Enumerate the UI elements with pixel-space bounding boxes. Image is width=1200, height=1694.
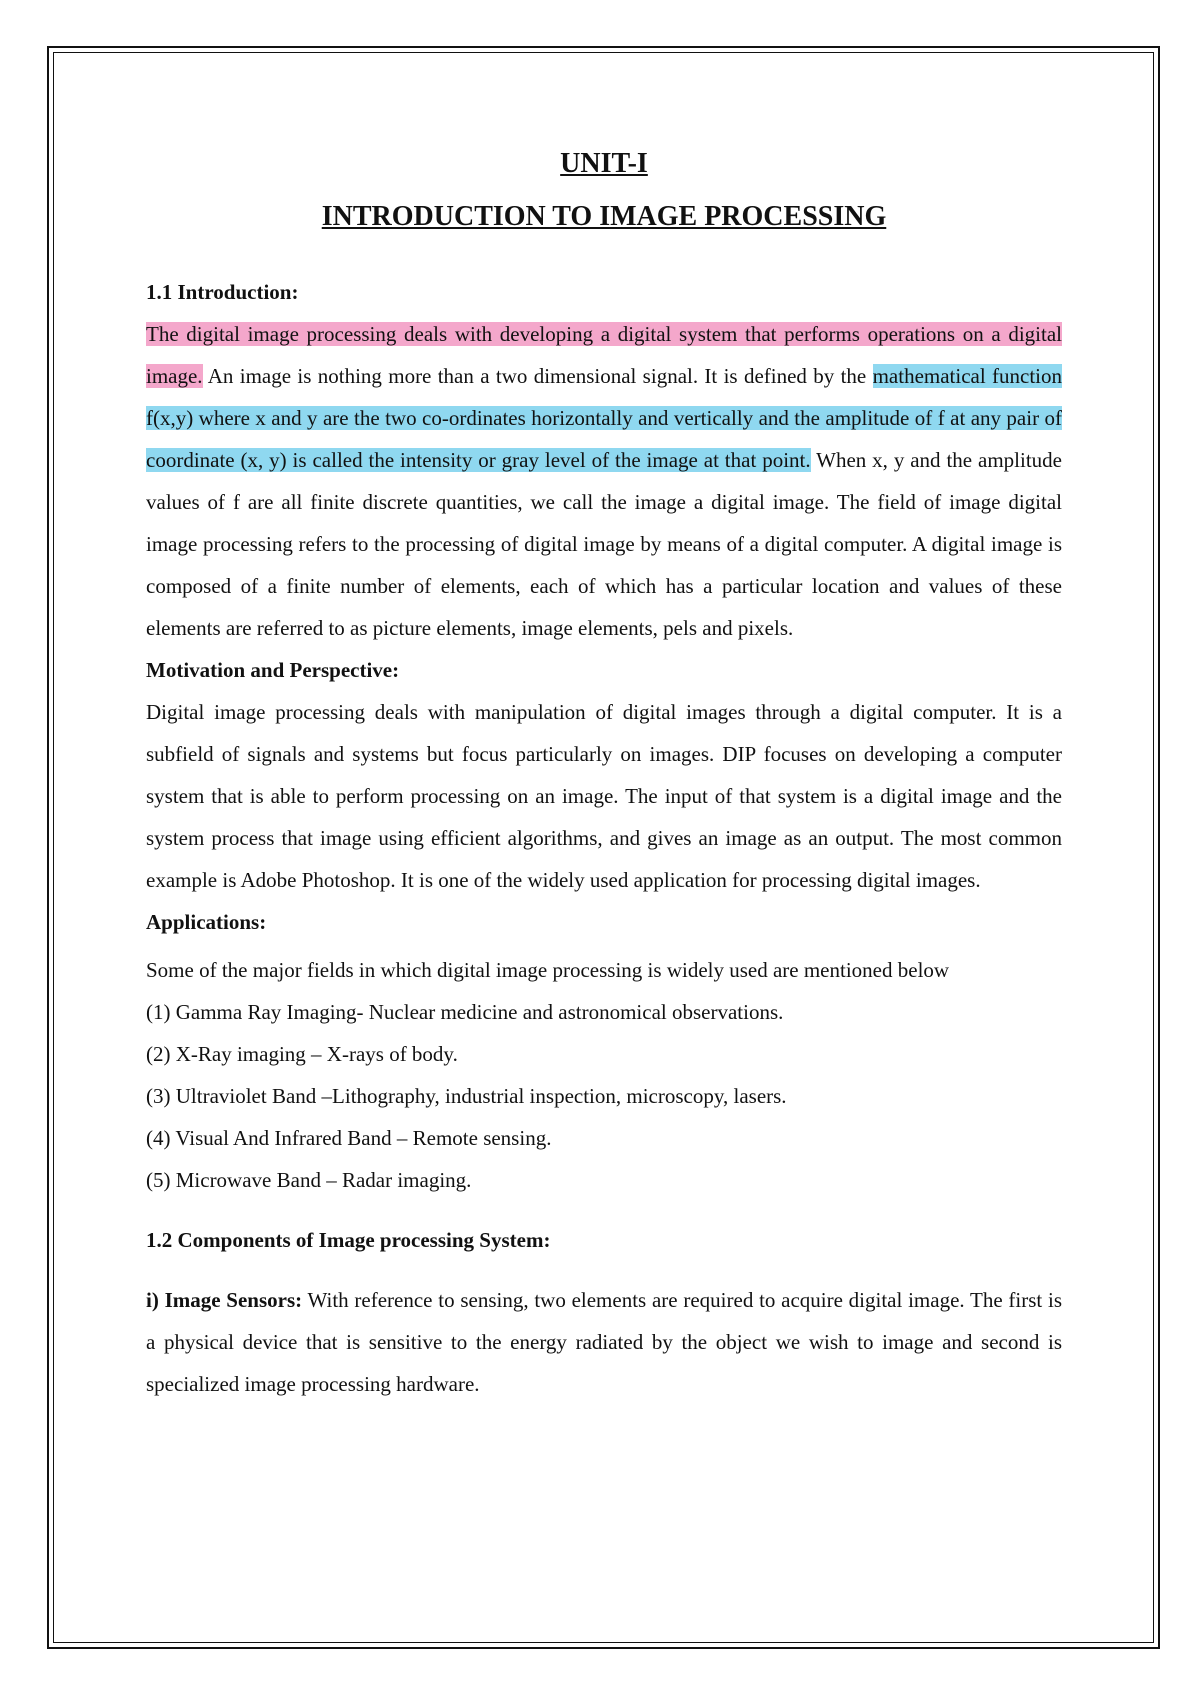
introduction-paragraph [146, 313, 1062, 649]
list-item: (3) Ultraviolet Band –Lithography, industrial inspection, microscopy, lasers. [146, 1084, 787, 1108]
intro-text-b: When x, y and the amplitude values of f are all finite discrete quantities, we call the image a digital image. The field of image digital image processing refers to the processing of digital image by means of a digital computer. A digital image is composed of a finite number of elements, each of which has a particular location and values of these elements are referred to as picture elements, image elements, pels and pixels. [146, 448, 1062, 640]
section-heading-components: 1.2 Components of Image processing System: [146, 1228, 551, 1252]
image-sensors-paragraph [146, 1279, 1062, 1405]
section-heading-introduction: 1.1 Introduction: [146, 280, 299, 304]
highlight-blue: mathematical function f(x,y) where x and y are the two co-ordinates horizontally and vertically and the amplitude of f at any pair of coordinate (x, y) is called the intensity or gray level of the image at that point. [146, 364, 1063, 472]
list-item: (2) X-Ray imaging – X-rays of body. [146, 1042, 458, 1066]
motivation-paragraph: Digital image processing deals with manipulation of digital images through a digital computer. It is a subfield of signals and systems but focus particularly on images. DIP focuses on developing a computer system that is able to perform processing on an image. The input of that system is a digital image and the system process that image using efficient algorithms, and gives an image as an output. The most common example is Adobe Photoshop. It is one of the widely used application for processing digital images. [146, 700, 1062, 892]
unit-title: UNIT-I [560, 148, 648, 179]
image-sensors-text: With reference to sensing, two elements are required to acquire digital image. The first is a physical device that is sensitive to the energy radiated by the object we wish to image and second is specialized image processing hardware. [146, 1288, 1062, 1396]
chapter-title: INTRODUCTION TO IMAGE PROCESSING [321, 201, 887, 232]
section-heading-applications: Applications: [146, 910, 267, 934]
intro-text-a: An image is nothing more than a two dimensional signal. It is defined by the [202, 364, 873, 388]
list-item: (1) Gamma Ray Imaging- Nuclear medicine and astronomical observations. [146, 1000, 784, 1024]
applications-intro: Some of the major fields in which digital image processing is widely used are mentioned below [146, 958, 950, 982]
list-item: (4) Visual And Infrared Band – Remote sensing. [146, 1126, 552, 1150]
image-sensors-label: i) Image Sensors: [146, 1288, 303, 1312]
section-heading-motivation: Motivation and Perspective: [146, 658, 400, 682]
document-body [146, 144, 1062, 1405]
highlight-pink: The digital image processing deals with developing a digital system that performs operations on a digital image. [146, 322, 1062, 388]
list-item: (5) Microwave Band – Radar imaging. [146, 1168, 472, 1192]
